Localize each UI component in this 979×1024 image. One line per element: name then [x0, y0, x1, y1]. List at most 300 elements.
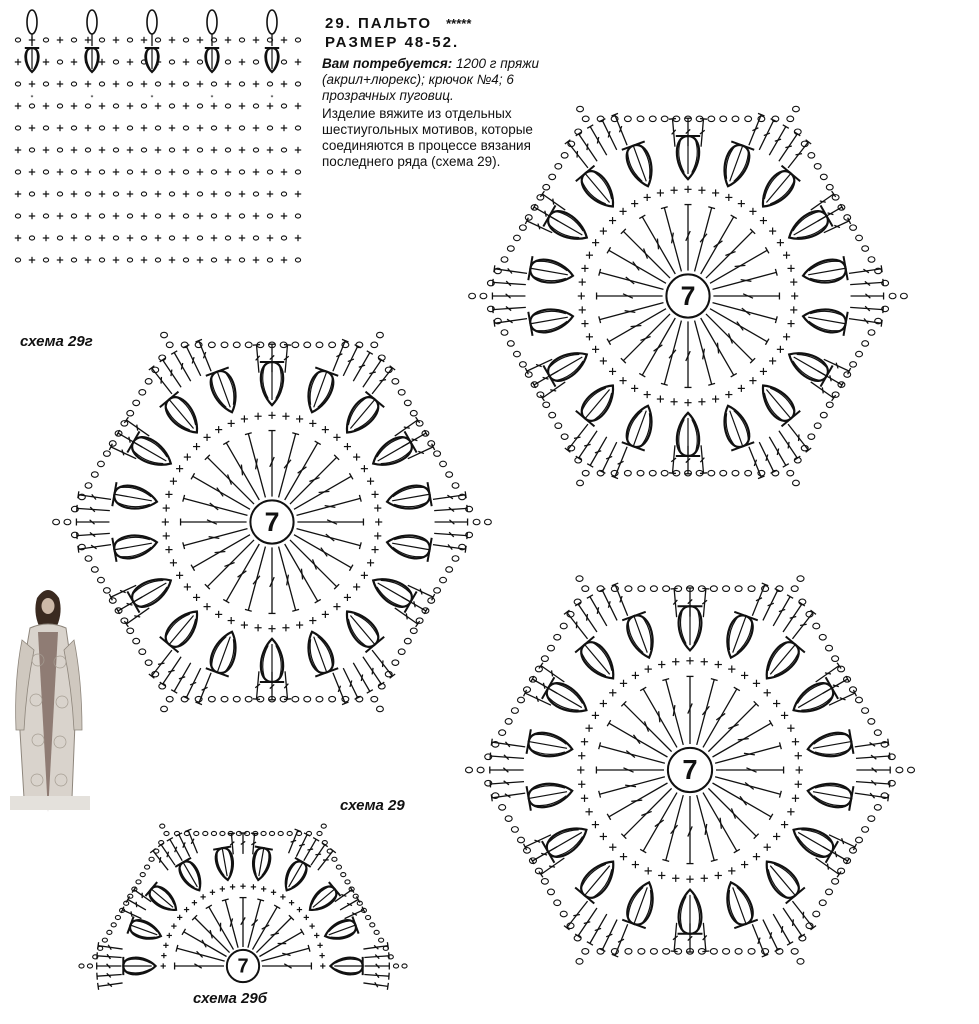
double-crochet — [662, 679, 686, 746]
chain-stitch — [517, 697, 524, 703]
single-crochet — [322, 611, 329, 618]
chain-stitch — [499, 730, 506, 736]
puff-stitch — [367, 431, 417, 474]
double-crochet — [253, 671, 262, 699]
chain-stitch — [535, 666, 542, 672]
chain-stitch — [868, 330, 875, 335]
double-crochet — [700, 923, 709, 952]
single-crochet — [165, 491, 172, 498]
chain-stitch — [149, 857, 154, 861]
double-crochet — [363, 979, 388, 989]
single-crochet — [741, 672, 748, 679]
chain-stitch — [849, 848, 856, 854]
chain-stitch — [732, 470, 739, 475]
chain-stitch — [484, 519, 491, 524]
double-crochet — [850, 279, 883, 288]
chain-stitch — [208, 696, 215, 701]
single-crochet — [113, 169, 119, 175]
chain-stitch — [535, 868, 542, 874]
chain-stitch — [748, 586, 755, 592]
single-crochet — [578, 752, 585, 759]
chain-stitch — [561, 153, 568, 158]
double-crochet — [222, 899, 242, 949]
single-crochet — [85, 81, 91, 87]
puff-stitch — [717, 402, 755, 451]
chain-stitch — [166, 696, 173, 701]
chain-stitch — [723, 586, 730, 592]
chain-stitch — [183, 170, 188, 174]
chain-stitch — [402, 964, 407, 968]
chain-stitch — [15, 126, 20, 130]
instructions-text: Изделие вяжите из отдельных шестиугольных мотивов, которые соединяются в процессе вязания последнего ряда (схема 29). — [322, 106, 533, 169]
single-crochet — [361, 465, 368, 472]
puff-stitch — [527, 729, 575, 761]
single-crochet — [15, 235, 21, 241]
single-crochet — [790, 279, 797, 286]
double-crochet — [854, 739, 888, 751]
double-crochet — [78, 541, 112, 553]
chain-stitch — [295, 38, 300, 42]
chain-stitch — [819, 634, 826, 640]
double-crochet — [691, 207, 715, 273]
single-crochet — [29, 169, 35, 175]
chain-stitch — [239, 170, 244, 174]
puff-stitch — [127, 916, 164, 944]
chain-stitch — [295, 258, 300, 262]
chain-stitch — [43, 214, 48, 218]
chain-stitch — [57, 192, 62, 196]
chain-stitch — [141, 104, 146, 108]
chain-stitch — [253, 60, 258, 64]
chain-stitch — [377, 332, 384, 337]
chain-stitch — [113, 236, 118, 240]
puff-stitch — [145, 882, 181, 917]
single-crochet — [281, 257, 287, 263]
single-crochet — [620, 853, 627, 860]
chain-stitch — [507, 341, 514, 346]
single-crochet — [787, 265, 794, 272]
chain-stitch — [549, 412, 556, 417]
chain-stitch — [576, 959, 583, 965]
single-crochet — [295, 103, 301, 109]
single-crochet — [261, 886, 266, 891]
single-crochet — [749, 377, 756, 384]
chain-stitch — [745, 116, 752, 121]
single-crochet — [225, 37, 231, 43]
single-crochet — [210, 890, 215, 895]
chain-stitch — [155, 258, 160, 262]
single-crochet — [333, 434, 340, 441]
single-crochet — [353, 583, 360, 590]
puff-stitch — [576, 378, 622, 427]
double-crochet — [364, 952, 389, 961]
chain-stitch — [15, 258, 20, 262]
chain-stitch — [849, 687, 856, 693]
single-crochet — [367, 478, 374, 485]
single-crochet — [791, 292, 798, 299]
single-crochet — [304, 915, 309, 920]
chain-stitch — [317, 831, 322, 835]
chain-stitch — [194, 831, 199, 835]
chain-stitch — [304, 342, 311, 347]
chain-stitch — [127, 258, 132, 262]
double-crochet — [434, 505, 467, 514]
single-crochet — [29, 37, 35, 43]
single-crochet — [787, 320, 794, 327]
chain-stitch — [625, 949, 632, 955]
chain-stitch — [452, 483, 459, 488]
chain-stitch — [523, 687, 530, 693]
double-crochet — [565, 422, 591, 452]
single-crochet — [183, 235, 189, 241]
single-crochet — [715, 661, 722, 668]
single-crochet — [225, 257, 231, 263]
puff-stitch — [787, 677, 838, 721]
single-crochet — [280, 894, 285, 899]
double-crochet — [245, 546, 269, 612]
chain-stitch — [554, 900, 561, 906]
chain-stitch — [239, 38, 244, 42]
single-crochet — [267, 147, 273, 153]
chain-stitch — [826, 889, 833, 895]
single-crochet — [578, 292, 585, 299]
single-crochet — [43, 103, 49, 109]
chain-stitch — [341, 873, 346, 877]
puff-stitch — [806, 778, 854, 810]
single-crochet — [367, 559, 374, 566]
single-crochet — [781, 821, 788, 828]
chain-stitch — [896, 767, 903, 773]
single-crochet — [353, 454, 360, 461]
chain-stitch — [133, 638, 140, 643]
chain-stitch — [650, 949, 657, 955]
double-crochet — [181, 519, 247, 526]
single-crochet — [141, 213, 147, 219]
chain-stitch — [735, 586, 742, 592]
chain-stitch — [514, 235, 521, 240]
single-crochet — [211, 235, 217, 241]
single-crochet — [317, 943, 322, 948]
single-crochet — [127, 147, 133, 153]
chain-stitch — [99, 38, 104, 42]
chain-stitch — [233, 696, 240, 701]
single-crochet — [579, 279, 586, 286]
single-crochet — [267, 235, 273, 241]
single-crochet — [155, 235, 161, 241]
chain-stitch — [797, 576, 804, 582]
chain-stitch — [440, 577, 447, 582]
puff-stitch — [622, 402, 660, 451]
double-crochet — [369, 648, 395, 678]
chain-stitch — [819, 900, 826, 906]
chain-stitch — [211, 126, 216, 130]
single-crochet — [200, 894, 205, 899]
double-crochet — [746, 113, 765, 146]
chain-stitch — [197, 148, 202, 152]
puff-stitch — [806, 729, 854, 761]
single-crochet — [686, 876, 693, 883]
single-crochet — [169, 169, 175, 175]
single-crochet — [251, 884, 256, 889]
single-crochet — [671, 187, 678, 194]
chain-stitch — [71, 126, 76, 130]
double-crochet — [98, 942, 123, 952]
chain-stitch — [29, 192, 34, 196]
double-crochet — [308, 843, 328, 867]
puff-stitch — [801, 304, 848, 336]
single-crochet — [169, 81, 175, 87]
puff-stitch — [112, 482, 159, 514]
single-crochet — [113, 213, 119, 219]
chain-stitch — [121, 421, 128, 426]
double-crochet — [698, 119, 707, 147]
single-crochet — [295, 235, 301, 241]
single-crochet — [295, 59, 301, 65]
chain-stitch — [797, 959, 804, 965]
double-crochet — [492, 293, 525, 300]
double-crochet — [712, 299, 778, 323]
double-crochet — [716, 767, 784, 774]
single-crochet — [230, 884, 235, 889]
single-crochet — [631, 200, 638, 207]
single-crochet — [579, 306, 586, 313]
chain-stitch — [239, 214, 244, 218]
chain-stitch — [161, 706, 168, 711]
chain-stitch — [791, 949, 798, 955]
single-crochet — [29, 213, 35, 219]
chain-stitch — [850, 225, 857, 230]
puff-stitch — [576, 166, 622, 215]
chain-stitch — [211, 214, 216, 218]
double-crochet — [149, 648, 175, 678]
chain-stitch — [371, 342, 378, 347]
single-crochet — [319, 953, 324, 958]
single-crochet — [162, 518, 169, 525]
single-crochet — [57, 257, 63, 263]
single-crochet — [183, 191, 189, 197]
single-crochet — [240, 884, 245, 889]
chain-stitch — [225, 192, 230, 196]
chain-stitch — [145, 865, 150, 869]
double-crochet — [195, 671, 214, 704]
single-crochet — [169, 213, 175, 219]
chain-stitch — [197, 104, 202, 108]
chain-stitch — [127, 126, 132, 130]
single-crochet — [371, 546, 378, 553]
chain-stitch — [820, 174, 827, 179]
puff-stitch — [783, 205, 833, 248]
chain-stitch — [139, 390, 146, 395]
single-crochet — [764, 689, 771, 696]
double-crochet — [434, 530, 467, 539]
double-crochet — [260, 945, 310, 965]
chain-stitch — [452, 556, 459, 561]
chain-stitch — [554, 634, 561, 640]
chain-stitch — [525, 215, 532, 220]
chain-stitch — [808, 434, 815, 439]
single-crochet — [15, 59, 21, 65]
puff-stitch — [801, 256, 848, 288]
single-crochet — [282, 624, 289, 631]
chain-stitch — [370, 923, 375, 927]
double-crochet — [176, 945, 226, 965]
double-crochet — [599, 299, 665, 323]
chain-stitch — [99, 170, 104, 174]
puff-stitch — [301, 367, 339, 416]
puff-stitch — [127, 431, 177, 474]
double-crochet — [369, 366, 395, 396]
double-crochet — [611, 445, 630, 478]
single-crochet — [289, 900, 294, 905]
chain-stitch — [99, 82, 104, 86]
chain-stitch — [183, 126, 188, 130]
single-crochet — [281, 169, 287, 175]
puff-stitch — [175, 858, 207, 895]
double-crochet — [662, 794, 686, 861]
double-crochet — [848, 315, 882, 327]
chain-stitch — [838, 868, 845, 874]
single-crochet — [204, 434, 211, 441]
single-crochet — [239, 235, 245, 241]
chain-stitch — [555, 423, 562, 428]
chain-stitch — [638, 949, 645, 955]
chain-stitch — [269, 831, 274, 835]
single-crochet — [253, 81, 259, 87]
single-crochet — [57, 81, 63, 87]
chain-stitch — [161, 332, 168, 337]
single-crochet — [632, 672, 639, 679]
double-crochet — [269, 547, 276, 613]
single-crochet — [741, 861, 748, 868]
chain-stitch — [576, 576, 583, 582]
chain-stitch — [233, 342, 240, 347]
single-crochet — [609, 368, 616, 375]
chain-loop — [27, 10, 37, 34]
single-crochet — [645, 665, 652, 672]
chain-stitch — [145, 660, 152, 665]
chain-stitch — [855, 837, 862, 843]
double-crochet — [685, 321, 692, 387]
single-crochet — [657, 395, 664, 402]
single-crochet — [295, 147, 301, 153]
chain-stitch — [791, 586, 798, 592]
chain-stitch — [410, 628, 417, 633]
single-crochet — [725, 194, 732, 201]
single-crochet — [609, 217, 616, 224]
chain-stitch — [221, 696, 228, 701]
puff-stitch — [527, 778, 575, 810]
chain-stitch — [103, 451, 110, 456]
chain-stitch — [856, 351, 863, 356]
chain-stitch — [208, 342, 215, 347]
chain-stitch — [85, 192, 90, 196]
single-crochet — [592, 346, 599, 353]
single-crochet — [585, 725, 592, 732]
single-crochet — [777, 346, 784, 353]
single-crochet — [314, 933, 319, 938]
chain-stitch — [473, 519, 480, 524]
single-crochet — [268, 625, 275, 632]
single-crochet — [85, 257, 91, 263]
chain-stitch — [638, 586, 645, 592]
double-crochet — [126, 896, 148, 913]
chain-stitch — [855, 697, 862, 703]
chain-stitch — [511, 827, 518, 833]
chain-stitch — [253, 192, 258, 196]
chain-stitch — [109, 598, 116, 603]
single-crochet — [672, 658, 679, 665]
chain-stitch — [141, 148, 146, 152]
single-crochet — [760, 368, 767, 375]
single-crochet — [241, 621, 248, 628]
double-crochet — [98, 979, 123, 989]
puff-stitch — [543, 344, 593, 387]
single-crochet — [163, 943, 168, 948]
double-crochet — [669, 445, 678, 473]
single-crochet — [577, 766, 584, 773]
chain-stitch — [71, 170, 76, 174]
chain-stitch — [57, 104, 62, 108]
puff-stitch — [123, 957, 155, 975]
chain-stitch — [29, 236, 34, 240]
chain-stitch — [127, 82, 132, 86]
double-crochet — [149, 366, 175, 396]
chain-stitch — [267, 214, 272, 218]
chain-stitch — [465, 767, 472, 773]
chain-stitch — [102, 938, 107, 942]
single-crochet — [184, 454, 191, 461]
chain-stitch — [127, 628, 134, 633]
chain-stitch — [537, 195, 544, 200]
chain-stitch — [862, 708, 869, 714]
double-crochet — [491, 739, 525, 751]
hexagon-motif — [79, 824, 407, 990]
chain-stitch — [582, 116, 589, 121]
single-crochet — [600, 228, 607, 235]
single-crochet — [282, 413, 289, 420]
single-crochet — [281, 37, 287, 43]
chain-stitch — [813, 911, 820, 917]
chain-stitch — [514, 351, 521, 356]
pattern-title: 29. ПАЛЬТО — [325, 15, 433, 32]
chain-stitch — [793, 106, 800, 111]
single-crochet — [204, 603, 211, 610]
chain-stitch — [637, 116, 644, 121]
single-crochet — [71, 59, 77, 65]
chain-stitch — [517, 837, 524, 843]
double-crochet — [785, 422, 811, 452]
single-crochet — [15, 191, 21, 197]
chain-stitch — [874, 805, 881, 811]
single-crochet — [281, 81, 287, 87]
chain-stitch — [582, 586, 589, 592]
stitch-pattern-swatch — [15, 10, 301, 263]
difficulty-stars: ***** — [446, 16, 472, 31]
chain-stitch — [793, 480, 800, 485]
double-crochet — [97, 971, 122, 980]
chain-stitch — [844, 215, 851, 220]
single-crochet — [581, 265, 588, 272]
double-crochet — [564, 610, 590, 641]
chain-stitch — [71, 214, 76, 218]
chain-stitch — [281, 236, 286, 240]
puff-stitch — [205, 48, 219, 72]
single-crochet — [57, 37, 63, 43]
single-crochet — [728, 867, 735, 874]
double-crochet — [240, 833, 247, 854]
chain-stitch — [169, 60, 174, 64]
single-crochet — [169, 257, 175, 263]
